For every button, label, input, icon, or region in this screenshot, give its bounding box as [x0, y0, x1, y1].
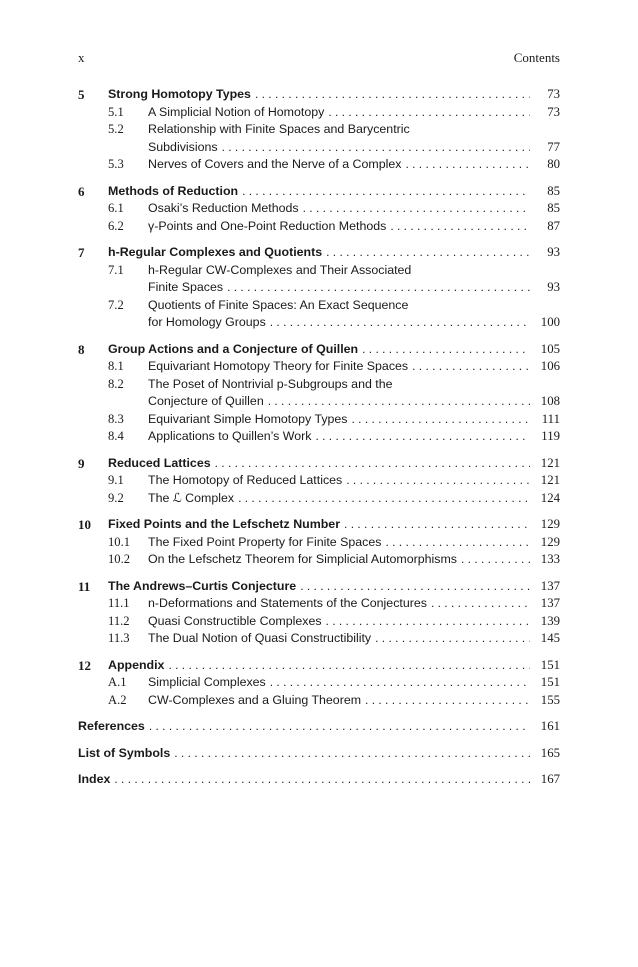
section-page: 77 — [547, 139, 560, 154]
section-page: 119 — [541, 429, 560, 443]
toc-section-entry[interactable] — [78, 692, 560, 710]
section-number: A.2 — [108, 692, 127, 707]
chapter-number: 11 — [78, 578, 91, 594]
section-page: 145 — [540, 631, 560, 645]
toc-section-entry[interactable] — [78, 376, 560, 394]
chapter-page: 85 — [547, 183, 560, 198]
chapter-number: 12 — [78, 657, 91, 673]
toc-back-matter — [78, 771, 560, 789]
toc-section-entry[interactable] — [78, 630, 560, 648]
section-number: 6.2 — [108, 218, 124, 233]
toc-back-matter-entry[interactable] — [78, 771, 560, 789]
chapter-number: 6 — [78, 183, 85, 199]
section-page: 100 — [540, 315, 560, 329]
toc-chapter-entry[interactable] — [78, 183, 560, 201]
toc-section-entry[interactable] — [78, 297, 560, 315]
dot-leader — [215, 455, 530, 473]
toc-section-entry[interactable] — [78, 613, 560, 631]
toc-back-matter-entry[interactable] — [78, 718, 560, 736]
section-page: 124 — [540, 490, 560, 505]
chapter-title: Methods of Reduction — [108, 183, 239, 198]
toc-section-entry[interactable] — [78, 104, 560, 122]
section-number: 11.2 — [108, 613, 130, 628]
chapter-page: 93 — [547, 245, 560, 259]
toc-section-entry[interactable] — [78, 139, 560, 157]
toc-chapter — [78, 244, 560, 332]
section-title: A Simplicial Notion of Homotopy — [148, 104, 325, 119]
toc-chapter-entry[interactable] — [78, 341, 560, 359]
section-title: The Poset of Nontrivial p-Subgroups and the — [148, 376, 393, 391]
dot-leader — [385, 534, 530, 552]
section-title: Nerves of Covers and the Nerve of a Complex — [148, 157, 402, 171]
toc-section-entry[interactable] — [78, 472, 560, 490]
dot-leader — [222, 139, 530, 157]
toc-chapter — [78, 183, 560, 236]
dot-leader — [344, 516, 530, 534]
toc-chapter-entry[interactable] — [78, 244, 560, 262]
section-title: Simplicial Complexes — [148, 675, 266, 689]
chapter-title: Reduced Lattices — [108, 455, 211, 470]
dot-leader — [352, 411, 531, 429]
toc-back-matter — [78, 718, 560, 736]
toc-section-entry[interactable] — [78, 490, 560, 508]
section-number: 6.1 — [108, 201, 124, 215]
section-title: Subdivisions — [148, 139, 218, 154]
dot-leader — [326, 613, 530, 631]
toc-section-entry[interactable] — [78, 218, 560, 236]
chapter-number: 10 — [78, 517, 91, 532]
chapter-number: 8 — [78, 341, 85, 357]
header-page-number: x — [78, 50, 85, 65]
back-matter-page: 167 — [540, 772, 560, 786]
chapter-page: 137 — [540, 578, 560, 593]
section-page: 129 — [540, 534, 560, 549]
toc-section-entry[interactable] — [78, 393, 560, 411]
dot-leader — [326, 244, 530, 262]
back-matter-title: Index — [78, 772, 111, 786]
dot-leader — [242, 183, 530, 201]
section-page: 93 — [547, 280, 560, 294]
chapter-number: 7 — [78, 245, 85, 260]
toc-section-entry[interactable] — [78, 358, 560, 376]
back-matter-page: 165 — [540, 745, 560, 760]
toc-section-entry[interactable] — [78, 121, 560, 139]
section-number: 10.1 — [108, 534, 131, 549]
section-title: Equivariant Homotopy Theory for Finite Spaces — [148, 359, 409, 373]
dot-leader — [346, 472, 530, 490]
chapter-number: 5 — [78, 87, 85, 102]
section-title: Equivariant Simple Homotopy Types — [148, 411, 348, 426]
toc-chapter — [78, 455, 560, 508]
section-title: The Dual Notion of Quasi Constructibility — [148, 631, 372, 645]
toc-section-entry[interactable] — [78, 674, 560, 692]
chapter-page: 151 — [540, 657, 560, 672]
back-matter-title: References — [78, 719, 145, 733]
dot-leader — [328, 104, 530, 122]
section-title: On the Lefschetz Theorem for Simplicial Automorphisms — [148, 552, 457, 566]
dot-leader — [300, 578, 530, 596]
toc-section-entry[interactable] — [78, 411, 560, 429]
section-title: The Homotopy of Reduced Lattices — [148, 473, 343, 487]
section-number: 9.2 — [108, 490, 124, 505]
section-number: 11.3 — [108, 631, 130, 645]
section-page: 85 — [547, 201, 560, 215]
back-matter-page: 161 — [540, 719, 560, 733]
section-number: 5.1 — [108, 104, 124, 119]
toc-section-entry[interactable] — [78, 262, 560, 280]
toc-section-entry[interactable] — [78, 551, 560, 569]
dot-leader — [375, 630, 530, 648]
section-page: 137 — [540, 596, 560, 610]
chapter-number: 9 — [78, 455, 85, 471]
section-title: h-Regular CW-Complexes and Their Associated — [148, 262, 412, 277]
section-title: Applications to Quillen’s Work — [148, 429, 312, 443]
section-title: CW-Complexes and a Gluing Theorem — [148, 692, 362, 707]
chapter-title: Group Actions and a Conjecture of Quillen — [108, 341, 359, 356]
chapter-title: Strong Homotopy Types — [108, 87, 251, 101]
section-number: 8.3 — [108, 411, 124, 426]
section-page: 121 — [540, 473, 560, 487]
toc-section-entry[interactable] — [78, 279, 560, 297]
toc-back-matter — [78, 745, 560, 763]
section-page: 151 — [540, 675, 560, 689]
dot-leader — [270, 314, 530, 332]
section-title: Conjecture of Quillen — [148, 394, 264, 408]
section-page: 155 — [540, 692, 560, 707]
dot-leader — [365, 692, 530, 710]
section-title: Quotients of Finite Spaces: An Exact Sequence — [148, 297, 409, 312]
section-page: 106 — [540, 359, 560, 373]
chapter-page: 73 — [547, 87, 560, 101]
running-header — [78, 50, 560, 66]
section-title: Osaki’s Reduction Methods — [148, 201, 299, 215]
section-title: for Homology Groups — [148, 315, 266, 329]
toc-section-entry[interactable] — [78, 595, 560, 613]
section-page: 139 — [540, 613, 560, 628]
section-number: 7.2 — [108, 297, 124, 312]
dot-leader — [114, 771, 530, 789]
toc-chapter-entry[interactable] — [78, 516, 560, 534]
chapter-page: 129 — [540, 517, 560, 531]
section-number: 5.2 — [108, 122, 124, 136]
section-title: γ-Points and One-Point Reduction Methods — [148, 218, 387, 233]
toc-chapter — [78, 657, 560, 710]
toc-section-entry[interactable] — [78, 314, 560, 332]
section-page: 73 — [547, 104, 560, 119]
dot-leader — [405, 156, 530, 174]
dot-leader — [390, 218, 530, 236]
section-number: 7.1 — [108, 262, 124, 277]
section-number: 8.4 — [108, 429, 124, 443]
section-title: Relationship with Finite Spaces and Barycentric — [148, 122, 410, 136]
section-number: 9.1 — [108, 473, 124, 487]
section-number: A.1 — [108, 675, 127, 689]
dot-leader — [238, 490, 530, 508]
section-title: The ℒ Complex — [148, 490, 235, 505]
dot-leader — [268, 393, 530, 411]
toc-section-entry[interactable] — [78, 428, 560, 446]
section-number: 8.2 — [108, 376, 124, 391]
dot-leader — [174, 745, 530, 763]
dot-leader — [149, 718, 530, 736]
chapter-title: h-Regular Complexes and Quotients — [108, 245, 323, 259]
toc-section-entry[interactable] — [78, 156, 560, 174]
dot-leader — [255, 86, 530, 104]
toc-chapter — [78, 516, 560, 569]
toc-back-matter-entry[interactable] — [78, 745, 560, 763]
toc-chapter-entry[interactable] — [78, 578, 560, 596]
section-number: 11.1 — [108, 596, 130, 610]
chapter-title: Appendix — [108, 657, 165, 672]
section-page: 133 — [540, 552, 560, 566]
dot-leader — [431, 595, 530, 613]
toc-chapter — [78, 341, 560, 446]
section-page: 111 — [541, 411, 560, 426]
section-number: 5.3 — [108, 157, 124, 171]
chapter-title: The Andrews–Curtis Conjecture — [108, 578, 297, 593]
section-title: n-Deformations and Statements of the Conjectures — [148, 596, 427, 610]
chapter-title: Fixed Points and the Lefschetz Number — [108, 517, 341, 531]
toc-section-entry[interactable] — [78, 200, 560, 218]
toc-chapter — [78, 578, 560, 648]
chapter-page: 105 — [540, 341, 560, 356]
section-page: 87 — [547, 218, 560, 233]
toc-section-entry[interactable] — [78, 534, 560, 552]
section-title: Quasi Constructible Complexes — [148, 613, 322, 628]
dot-leader — [315, 428, 530, 446]
section-number: 8.1 — [108, 359, 124, 373]
dot-leader — [303, 200, 530, 218]
table-of-contents — [78, 86, 560, 798]
dot-leader — [168, 657, 530, 675]
dot-leader — [227, 279, 530, 297]
section-page: 80 — [547, 157, 560, 171]
toc-chapter-entry[interactable] — [78, 455, 560, 473]
chapter-page: 121 — [540, 455, 560, 470]
section-title: Finite Spaces — [148, 280, 224, 294]
toc-chapter-entry[interactable] — [78, 657, 560, 675]
header-title: Contents — [513, 50, 560, 65]
section-number: 10.2 — [108, 552, 131, 566]
section-title: The Fixed Point Property for Finite Spaces — [148, 534, 382, 549]
dot-leader — [461, 551, 530, 569]
section-page: 108 — [540, 394, 560, 408]
dot-leader — [412, 358, 530, 376]
toc-chapter-entry[interactable] — [78, 86, 560, 104]
dot-leader — [270, 674, 530, 692]
dot-leader — [362, 341, 530, 359]
toc-chapter — [78, 86, 560, 174]
back-matter-title: List of Symbols — [78, 745, 171, 760]
